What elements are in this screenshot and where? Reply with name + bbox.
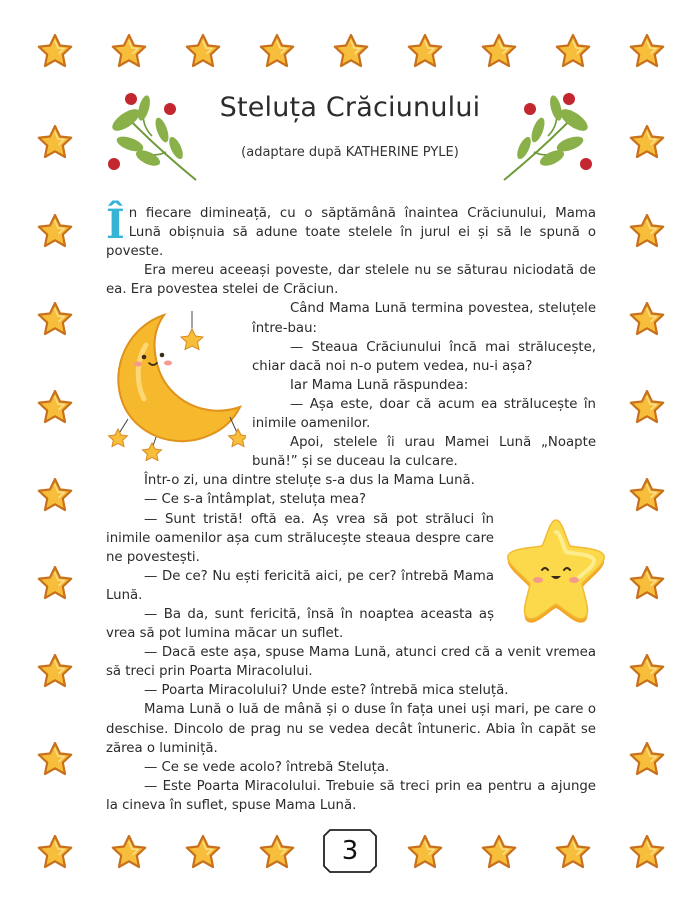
page-subtitle: (adaptare după KATHERINE PYLE)	[241, 145, 459, 160]
star-icon	[335, 35, 367, 66]
star-icon	[113, 836, 145, 867]
star-icon	[113, 35, 145, 66]
star-icon	[483, 836, 515, 867]
star-icon	[39, 567, 71, 598]
story-paragraph: În fiecare dimineață, cu o săptămână înaintea Crăciunului, Mama Lună obișnuia să adune toate stelele în jurul ei și să le spună o poveste.	[106, 201, 596, 260]
star-icon	[39, 479, 71, 510]
star-icon	[631, 303, 663, 334]
story-paragraph: — Poarta Miracolului? Unde este? întrebă mica steluță.	[144, 683, 509, 699]
star-icon	[39, 215, 71, 246]
story-text	[106, 201, 596, 815]
star-icon	[631, 35, 663, 66]
star-icon	[631, 567, 663, 598]
right-star-column	[631, 126, 663, 774]
star-icon	[631, 836, 663, 867]
page-number	[322, 828, 378, 874]
star-icon	[557, 836, 589, 867]
star-icon	[261, 35, 293, 66]
star-icon	[39, 836, 71, 867]
left-star-column	[39, 126, 71, 774]
top-star-row	[39, 35, 663, 66]
star-icon	[261, 836, 293, 867]
star-icon	[39, 655, 71, 686]
crescent-moon-icon	[106, 301, 246, 461]
story-paragraph: — Este Poarta Miracolului. Trebuie să treci prin ea pentru a ajunge la cineva în suflet, spuse Mama Lună.	[106, 778, 596, 813]
story-paragraph: — Sunt tristă! oftă ea. Aș vrea să pot străluci în inimile oamenilor așa cum strălucește steaua despre care ne povestești.	[106, 511, 494, 565]
star-icon	[187, 836, 219, 867]
drop-cap: Î	[106, 201, 125, 248]
star-icon	[39, 391, 71, 422]
story-paragraph: Apoi, stelele îi urau Mamei Lună „Noapte bună!” și se duceau la culcare.	[252, 435, 596, 470]
star-icon	[187, 35, 219, 66]
story-paragraph: Era mereu aceeași poveste, dar stelele nu se săturau niciodată de ea. Era povestea stelei de Crăciun.	[106, 263, 596, 298]
story-paragraph: — Ce s-a întâmplat, steluța mea?	[144, 492, 367, 508]
story-paragraph: Mama Lună o luă de mână și o duse în fața unei uși mari, pe care o deschise. Dincolo de prag nu se vedea decât întuneric. Abia în capăt se zărea o luminiță.	[106, 702, 596, 756]
story-paragraph: Când Mama Lună termina povestea, steluțele între-bau:	[252, 301, 596, 336]
story-paragraph: — Steaua Crăciunului încă mai strălucește, chiar dacă noi n-o putem vedea, nu-i așa?	[252, 339, 596, 374]
story-paragraph: Într-o zi, una dintre steluțe s-a dus la Mama Lună.	[144, 473, 475, 489]
star-icon	[409, 836, 441, 867]
star-icon	[631, 391, 663, 422]
star-icon	[631, 479, 663, 510]
star-icon	[39, 303, 71, 334]
story-paragraph: — De ce? Nu ești fericită aici, pe cer? întrebă Mama Lună.	[106, 568, 494, 603]
star-icon	[483, 35, 515, 66]
star-icon	[631, 743, 663, 774]
page-title: Steluța Crăciunului	[219, 92, 481, 123]
star-icon	[631, 655, 663, 686]
story-paragraph: Iar Mama Lună răspundea:	[290, 377, 469, 393]
cute-star-icon	[502, 518, 610, 628]
star-icon	[39, 743, 71, 774]
star-icon	[409, 35, 441, 66]
story-paragraph: — Ba da, sunt fericită, însă în noaptea aceasta aș vrea să pot lumina măcar un suflet.	[106, 606, 494, 642]
star-icon	[557, 35, 589, 66]
page-number-text: 3	[341, 836, 359, 866]
story-paragraph: — Așa este, doar că acum ea strălucește în inimile oamenilor.	[252, 396, 596, 432]
story-paragraph: — Dacă este așa, spuse Mama Lună, atunci cred că a venit vremea să treci prin Poarta Miracolului.	[106, 645, 596, 680]
star-icon	[631, 215, 663, 246]
story-paragraph: — Ce se vede acolo? întrebă Steluța.	[144, 759, 390, 775]
star-icon	[39, 35, 71, 66]
